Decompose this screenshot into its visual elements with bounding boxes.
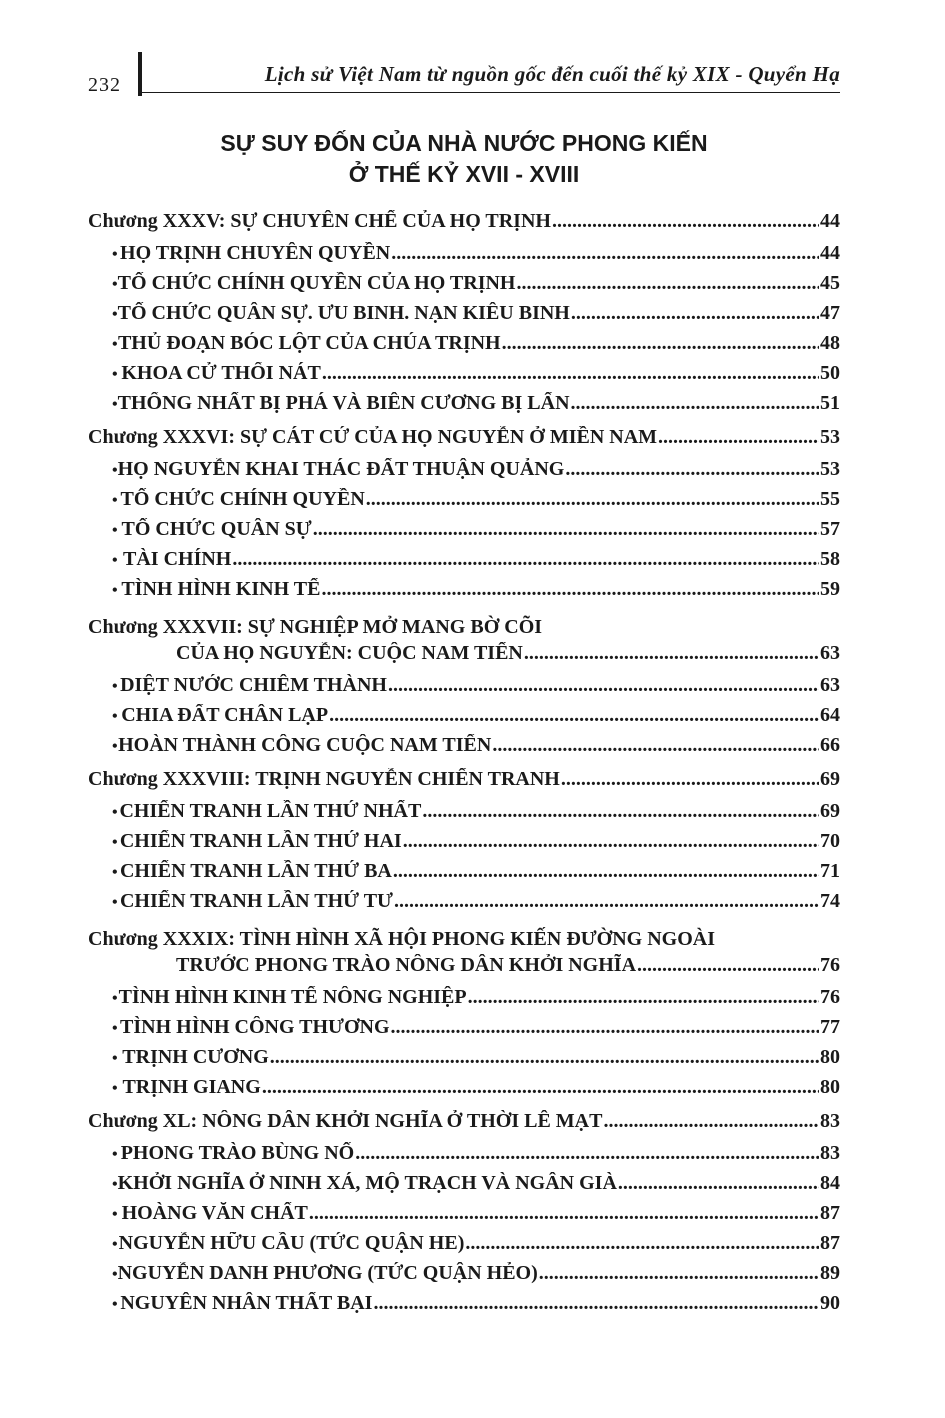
toc-item-label: TÌNH HÌNH KINH TẾ NÔNG NGHIỆP [118, 986, 467, 1008]
bullet-icon: • [112, 1050, 118, 1067]
toc-item-label: TÀI CHÍNH [123, 548, 232, 570]
dot-leader [403, 830, 819, 853]
toc-item-row [88, 860, 840, 890]
dot-leader [322, 362, 819, 385]
toc-item-label: CHIẾN TRANH LẦN THỨ BA [119, 860, 392, 882]
toc-item-row [88, 986, 840, 1016]
bullet-icon: • [112, 1146, 118, 1163]
toc-item-row [88, 488, 840, 518]
dot-leader [468, 986, 819, 1009]
toc-item[interactable] [88, 332, 840, 362]
toc-chapter [88, 612, 840, 764]
toc-item-row [88, 518, 840, 548]
toc-item-label: TỔ CHỨC CHÍNH QUYỀN CỦA HỌ TRỊNH [117, 272, 516, 294]
chapter-heading[interactable]: Chương XXXIX: TÌNH HÌNH XÃ HỘI PHONG KIẾN ĐƯỜNG NGOÀI [88, 928, 716, 950]
toc-item[interactable] [88, 458, 840, 488]
toc-item-label: NGUYÊN NHÂN THẤT BẠI [120, 1292, 373, 1314]
toc-item-page-number: 83 [820, 1142, 840, 1164]
toc-item-page-number: 87 [820, 1202, 840, 1224]
section-title-line2: Ở THẾ KỶ XVII - XVIII [348, 161, 580, 187]
toc-item[interactable] [88, 1076, 840, 1106]
bullet-icon: • [112, 804, 118, 821]
dot-leader [321, 578, 819, 601]
dot-leader [329, 704, 819, 727]
dot-leader [232, 548, 819, 571]
chapter-page-number: 69 [820, 768, 840, 790]
dot-leader [502, 332, 819, 355]
toc-item[interactable] [88, 302, 840, 332]
chapter-items [88, 986, 840, 1106]
toc-item[interactable] [88, 1292, 840, 1322]
toc-item-row [88, 704, 840, 734]
toc-item-row [88, 734, 840, 764]
toc-item[interactable] [88, 704, 840, 734]
chapter-entry[interactable] [88, 954, 840, 986]
toc-item-label: TÌNH HÌNH CÔNG THƯƠNG [120, 1016, 390, 1038]
bullet-icon: • [112, 834, 118, 851]
toc-item-page-number: 66 [820, 734, 840, 756]
toc-item[interactable] [88, 986, 840, 1016]
chapter-entry[interactable] [88, 642, 840, 674]
dot-leader [262, 1076, 819, 1099]
chapter-entry[interactable] [88, 1110, 840, 1142]
chapter-heading[interactable]: Chương XXXVII: SỰ NGHIỆP MỞ MANG BỜ CÕI [88, 616, 543, 638]
chapter-entry[interactable] [88, 426, 840, 458]
toc-item[interactable] [88, 362, 840, 392]
dot-leader [552, 210, 819, 233]
toc-item-label: CHIẾN TRANH LẦN THỨ HAI [119, 830, 402, 852]
toc-item-label: CHIẾN TRANH LẦN THỨ TƯ [119, 890, 393, 912]
dot-leader [561, 768, 819, 791]
dot-leader [658, 426, 819, 449]
toc-item-label: NGUYỄN DANH PHƯƠNG (TỨC QUẬN HẺO) [117, 1262, 538, 1284]
toc-item-page-number: 77 [820, 1016, 840, 1038]
toc-item[interactable] [88, 1232, 840, 1262]
dot-leader [516, 272, 819, 295]
toc-item-page-number: 84 [820, 1172, 840, 1194]
section-title-line1: SỰ SUY ĐỐN CỦA NHÀ NƯỚC PHONG KIẾN [220, 130, 708, 156]
chapter-page-number: 83 [820, 1110, 840, 1132]
toc-item[interactable] [88, 578, 840, 608]
toc-item-page-number: 87 [820, 1232, 840, 1254]
dot-leader [422, 800, 819, 823]
dot-leader [394, 890, 819, 913]
dot-leader [571, 302, 819, 325]
toc-item-page-number: 48 [820, 332, 840, 354]
toc-item-row [88, 578, 840, 608]
dot-leader [465, 1232, 819, 1255]
bullet-icon: • [112, 738, 118, 755]
chapter-items [88, 242, 840, 422]
table-of-contents [88, 208, 840, 1326]
toc-item-page-number: 74 [820, 890, 840, 912]
dot-leader [355, 1142, 819, 1165]
chapter-items [88, 800, 840, 920]
toc-item-label: HỌ NGUYỄN KHAI THÁC ĐẤT THUẬN QUẢNG [117, 458, 565, 480]
chapter-entry[interactable] [88, 768, 840, 800]
toc-item[interactable] [88, 890, 840, 920]
toc-item-page-number: 51 [820, 392, 840, 414]
dot-leader [603, 1110, 819, 1133]
toc-item[interactable] [88, 734, 840, 764]
toc-chapter [88, 1110, 840, 1322]
chapter-page-number: 76 [820, 954, 840, 976]
bullet-icon: • [112, 1296, 118, 1313]
bullet-icon: • [112, 1080, 118, 1097]
toc-item-row [88, 458, 840, 488]
dot-leader [618, 1172, 819, 1195]
toc-item[interactable] [88, 1142, 840, 1172]
chapter-page-number: 63 [820, 642, 840, 664]
toc-item-page-number: 76 [820, 986, 840, 1008]
bullet-icon: • [112, 1236, 118, 1253]
bullet-icon: • [112, 522, 118, 539]
toc-item-row [88, 242, 840, 272]
toc-item[interactable] [88, 272, 840, 302]
toc-item-page-number: 80 [820, 1076, 840, 1098]
toc-item-label: TỔ CHỨC CHÍNH QUYỀN [120, 488, 365, 510]
chapter-page-number: 44 [820, 210, 840, 232]
header-bar [138, 52, 142, 96]
toc-item-row [88, 548, 840, 578]
toc-item-page-number: 55 [820, 488, 840, 510]
toc-item-row [88, 830, 840, 860]
dot-leader [539, 1262, 819, 1285]
bullet-icon: • [112, 894, 118, 911]
toc-chapter [88, 210, 840, 422]
toc-item-page-number: 44 [820, 242, 840, 264]
toc-item[interactable] [88, 1172, 840, 1202]
chapter-entry[interactable] [88, 210, 840, 242]
bullet-icon: • [112, 246, 118, 263]
bullet-icon: • [112, 366, 118, 383]
toc-chapter [88, 924, 840, 1106]
toc-item-label: NGUYỄN HỮU CẦU (TỨC QUẬN HE) [118, 1232, 465, 1254]
toc-chapter [88, 426, 840, 608]
dot-leader [270, 1046, 819, 1069]
toc-item-page-number: 71 [820, 860, 840, 882]
toc-item-row [88, 890, 840, 920]
toc-item-label: CHIẾN TRANH LẦN THỨ NHẤT [119, 800, 422, 822]
toc-item-label: HOÀNG VĂN CHẤT [121, 1202, 308, 1224]
toc-item-row [88, 1076, 840, 1106]
toc-item-row [88, 1142, 840, 1172]
toc-item[interactable] [88, 800, 840, 830]
toc-item-page-number: 57 [820, 518, 840, 540]
bullet-icon: • [112, 1176, 118, 1193]
bullet-icon: • [112, 990, 118, 1007]
dot-leader [388, 674, 819, 697]
toc-item-page-number: 89 [820, 1262, 840, 1284]
bullet-icon: • [112, 552, 118, 569]
dot-leader [373, 1292, 819, 1315]
dot-leader [391, 242, 819, 265]
toc-item-label: CHIA ĐẤT CHÂN LẠP [121, 704, 329, 726]
chapter-heading: Chương XXXV: SỰ CHUYÊN CHẾ CỦA HỌ TRỊNH [88, 210, 551, 232]
toc-item-page-number: 58 [820, 548, 840, 570]
toc-item-label: PHONG TRÀO BÙNG NỔ [120, 1142, 355, 1164]
bullet-icon: • [112, 306, 118, 323]
toc-item[interactable] [88, 1202, 840, 1232]
bullet-icon: • [112, 864, 118, 881]
dot-leader [313, 518, 819, 541]
toc-item-label: HỌ TRỊNH CHUYÊN QUYỀN [120, 242, 391, 264]
toc-item-row [88, 1232, 840, 1262]
toc-item-page-number: 64 [820, 704, 840, 726]
toc-item-row [88, 392, 840, 422]
toc-item-page-number: 90 [820, 1292, 840, 1314]
toc-item[interactable] [88, 518, 840, 548]
chapter-page-number: 53 [820, 426, 840, 448]
toc-item-label: TỔ CHỨC QUÂN SỰ [121, 518, 312, 540]
dot-leader [366, 488, 819, 511]
dot-leader [524, 642, 819, 665]
toc-item-row [88, 800, 840, 830]
toc-item-page-number: 63 [820, 674, 840, 696]
chapter-items [88, 1142, 840, 1322]
toc-item-page-number: 70 [820, 830, 840, 852]
chapter-heading: Chương XXXVI: SỰ CÁT CỨ CỦA HỌ NGUYỄN Ở MIỀN NAM [88, 426, 658, 448]
toc-item-label: KHỞI NGHĨA Ở NINH XÁ, MỘ TRẠCH VÀ NGÂN GIÀ [117, 1172, 617, 1194]
toc-item-label: TÌNH HÌNH KINH TẾ [121, 578, 321, 600]
toc-item-page-number: 50 [820, 362, 840, 384]
toc-item-label: TRỊNH CƯƠNG [122, 1046, 269, 1068]
page-number: 232 [88, 74, 121, 96]
chapter-heading: Chương XL: NÔNG DÂN KHỞI NGHĨA Ở THỜI LÊ MẠT [88, 1110, 603, 1132]
toc-item-row [88, 1202, 840, 1232]
toc-item-row [88, 302, 840, 332]
toc-item-row [88, 674, 840, 704]
toc-item-page-number: 59 [820, 578, 840, 600]
bullet-icon: • [112, 708, 118, 725]
bullet-icon: • [112, 1020, 118, 1037]
chapter-items [88, 458, 840, 608]
chapter-heading-continued: TRƯỚC PHONG TRÀO NÔNG DÂN KHỞI NGHĨA [176, 954, 637, 976]
toc-item-label: DIỆT NƯỚC CHIÊM THÀNH [120, 674, 387, 696]
toc-item-row [88, 1262, 840, 1292]
toc-item-row [88, 332, 840, 362]
header-rule [142, 92, 840, 93]
toc-item-row [88, 272, 840, 302]
toc-item-page-number: 69 [820, 800, 840, 822]
bullet-icon: • [112, 1206, 118, 1223]
toc-item-label: THỦ ĐOẠN BÓC LỘT CỦA CHÚA TRỊNH [117, 332, 501, 354]
bullet-icon: • [112, 276, 118, 293]
dot-leader [637, 954, 819, 977]
dot-leader [391, 1016, 819, 1039]
chapter-items [88, 674, 840, 764]
toc-item[interactable] [88, 674, 840, 704]
toc-item-page-number: 80 [820, 1046, 840, 1068]
toc-item[interactable] [88, 1262, 840, 1292]
bullet-icon: • [112, 1266, 118, 1283]
dot-leader [309, 1202, 819, 1225]
toc-item-row [88, 1172, 840, 1202]
toc-item-label: KHOA CỬ THỐI NÁT [121, 362, 321, 384]
toc-item-row [88, 362, 840, 392]
toc-item-label: HOÀN THÀNH CÔNG CUỘC NAM TIẾN [118, 734, 492, 756]
toc-item-label: TRỊNH GIANG [122, 1076, 261, 1098]
toc-item[interactable] [88, 392, 840, 422]
bullet-icon: • [112, 396, 118, 413]
toc-item-row [88, 1046, 840, 1076]
dot-leader [565, 458, 819, 481]
toc-item-page-number: 45 [820, 272, 840, 294]
toc-item[interactable] [88, 1046, 840, 1076]
dot-leader [393, 860, 819, 883]
toc-item[interactable] [88, 1016, 840, 1046]
dot-leader [571, 392, 819, 415]
toc-item[interactable] [88, 548, 840, 578]
toc-item[interactable] [88, 860, 840, 890]
section-title [88, 128, 840, 190]
toc-item-label: THỐNG NHẤT BỊ PHÁ VÀ BIÊN CƯƠNG BỊ LẤN [117, 392, 570, 414]
toc-chapter [88, 768, 840, 920]
running-title: Lịch sử Việt Nam từ nguồn gốc đến cuối thế kỷ XIX - Quyển Hạ [264, 62, 840, 86]
toc-item-page-number: 47 [820, 302, 840, 324]
bullet-icon: • [112, 582, 118, 599]
dot-leader [492, 734, 819, 757]
toc-item[interactable] [88, 488, 840, 518]
toc-item[interactable] [88, 830, 840, 860]
toc-item-label: TỔ CHỨC QUÂN SỰ. ƯU BINH. NẠN KIÊU BINH [117, 302, 570, 324]
bullet-icon: • [112, 678, 118, 695]
bullet-icon: • [112, 492, 118, 509]
bullet-icon: • [112, 462, 118, 479]
toc-item-row [88, 1016, 840, 1046]
bullet-icon: • [112, 336, 118, 353]
toc-item-page-number: 53 [820, 458, 840, 480]
toc-item-row [88, 1292, 840, 1322]
toc-item[interactable] [88, 242, 840, 272]
chapter-heading-continued: CỦA HỌ NGUYỄN: CUỘC NAM TIẾN [176, 642, 523, 664]
chapter-heading: Chương XXXVIII: TRỊNH NGUYỄN CHIẾN TRANH [88, 768, 560, 790]
